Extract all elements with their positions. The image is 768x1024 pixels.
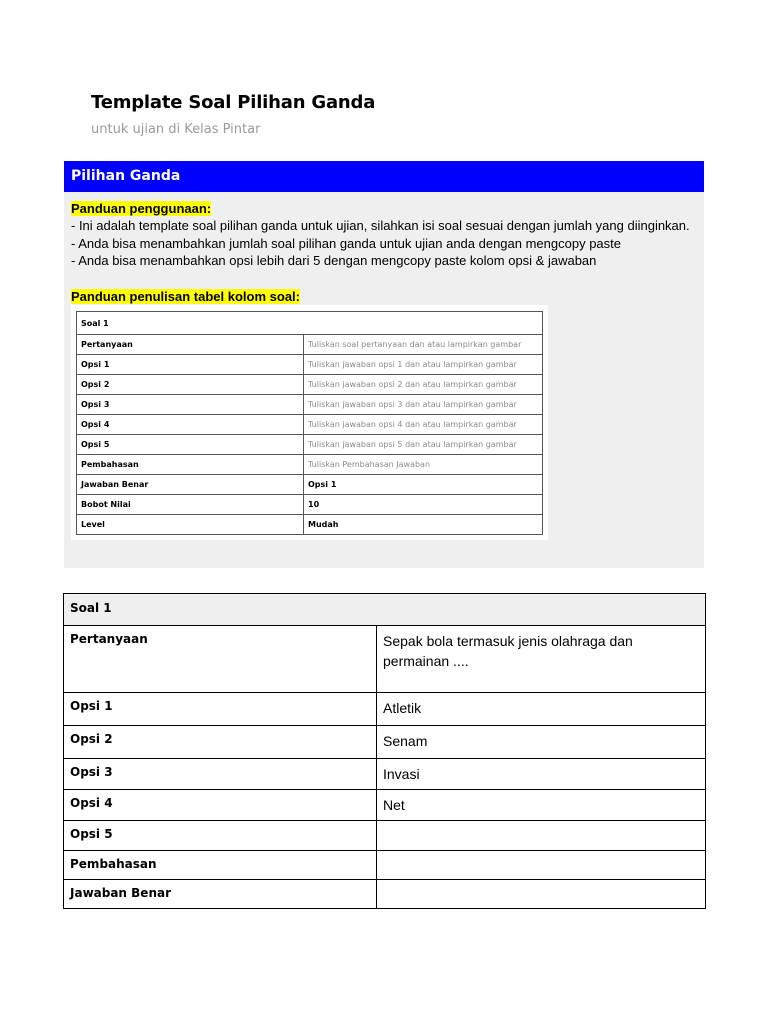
explanation-cell[interactable] <box>377 851 706 880</box>
usage-line: - Anda bisa menambahkan jumlah soal pilihan ganda untuk ujian anda dengan mengcopy paste <box>71 235 621 251</box>
usage-instructions <box>71 217 690 270</box>
sample-table-row <box>77 415 543 435</box>
option-2-label: Opsi 2 <box>64 726 377 759</box>
option-4-cell[interactable]: Net <box>377 790 706 821</box>
explanation-label: Pembahasan <box>64 851 377 880</box>
sample-row-value: Opsi 1 <box>304 475 543 495</box>
usage-heading <box>71 200 211 218</box>
sample-row-value: Tuliskan Pembahasan Jawaban <box>304 455 543 475</box>
table-row <box>64 626 706 693</box>
sample-row-label: Jawaban Benar <box>77 475 304 495</box>
table-row <box>64 759 706 790</box>
option-5-label: Opsi 5 <box>64 821 377 851</box>
question-table-header-row <box>64 594 706 626</box>
guide-panel <box>64 161 704 568</box>
sample-row-label: Opsi 1 <box>77 355 304 375</box>
sample-row-label: Pertanyaan <box>77 335 304 355</box>
sample-row-label: Opsi 2 <box>77 375 304 395</box>
sample-table-row <box>77 515 543 535</box>
option-1-label: Opsi 1 <box>64 693 377 726</box>
sample-table <box>76 311 543 535</box>
sample-row-value: Tuliskan jawaban opsi 4 dan atau lampirkan gambar <box>304 415 543 435</box>
question-text-cell[interactable]: Sepak bola termasuk jenis olahraga dan permainan .... <box>377 626 706 693</box>
sample-table-row <box>77 435 543 455</box>
page-subtitle: untuk ujian di Kelas Pintar <box>91 122 261 137</box>
sample-row-value: Tuliskan jawaban opsi 3 dan atau lampirkan gambar <box>304 395 543 415</box>
option-1-cell[interactable]: Atletik <box>377 693 706 726</box>
sample-table-row <box>77 495 543 515</box>
table-row <box>64 851 706 880</box>
sample-row-label: Bobot Nilai <box>77 495 304 515</box>
usage-line: - Anda bisa menambahkan opsi lebih dari 5 dengan mengcopy paste kolom opsi & jawaban <box>71 253 597 268</box>
sample-table-row <box>77 355 543 375</box>
option-5-cell[interactable] <box>377 821 706 851</box>
table-row <box>64 880 706 909</box>
sample-table-row <box>77 375 543 395</box>
sample-row-label: Opsi 4 <box>77 415 304 435</box>
table-row <box>64 693 706 726</box>
table-guide-heading-text: Panduan penulisan tabel kolom soal: <box>71 289 300 304</box>
table-guide-heading <box>71 288 300 306</box>
sample-table-row <box>77 455 543 475</box>
option-3-cell[interactable]: Invasi <box>377 759 706 790</box>
table-row <box>64 790 706 821</box>
sample-row-label: Pembahasan <box>77 455 304 475</box>
sample-row-value: 10 <box>304 495 543 515</box>
sample-table-header-row <box>77 312 543 335</box>
sample-table-row <box>77 335 543 355</box>
table-row <box>64 821 706 851</box>
guide-section-title: Pilihan Ganda <box>64 161 704 192</box>
option-2-cell[interactable]: Senam <box>377 726 706 759</box>
correct-answer-label: Jawaban Benar <box>64 880 377 909</box>
option-4-label: Opsi 4 <box>64 790 377 821</box>
page-title: Template Soal Pilihan Ganda <box>91 92 376 113</box>
question-table <box>63 593 706 909</box>
usage-heading-text: Panduan penggunaan: <box>71 201 212 216</box>
sample-row-label: Opsi 3 <box>77 395 304 415</box>
sample-table-image <box>71 305 548 540</box>
correct-answer-cell[interactable] <box>377 880 706 909</box>
sample-row-label: Opsi 5 <box>77 435 304 455</box>
sample-row-value: Tuliskan soal pertanyaan dan atau lampirkan gambar <box>304 335 543 355</box>
question-title: Soal 1 <box>64 594 706 626</box>
sample-row-label: Level <box>77 515 304 535</box>
sample-table-title: Soal 1 <box>77 312 543 335</box>
usage-line: - Ini adalah template soal pilihan ganda untuk ujian, silahkan isi soal sesuai dengan jumlah yang diinginkan. <box>71 218 690 233</box>
sample-row-value: Tuliskan jawaban opsi 2 dan atau lampirkan gambar <box>304 375 543 395</box>
sample-row-value: Mudah <box>304 515 543 535</box>
table-row <box>64 726 706 759</box>
sample-table-row <box>77 395 543 415</box>
question-label: Pertanyaan <box>64 626 377 693</box>
sample-row-value: Tuliskan jawaban opsi 5 dan atau lampirkan gambar <box>304 435 543 455</box>
sample-row-value: Tuliskan jawaban opsi 1 dan atau lampirkan gambar <box>304 355 543 375</box>
sample-table-row <box>77 475 543 495</box>
option-3-label: Opsi 3 <box>64 759 377 790</box>
